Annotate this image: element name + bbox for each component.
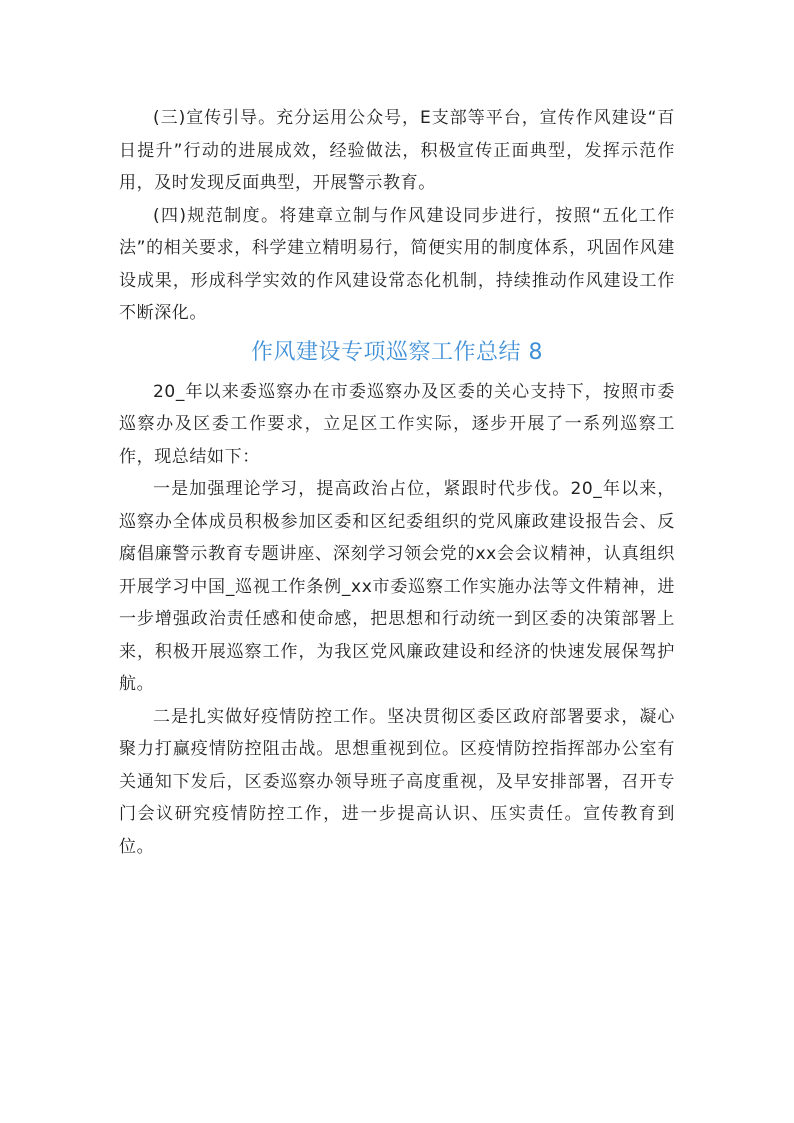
paragraph-theory-study: 一是加强理论学习，提高政治占位，紧跟时代步伐。20_年以来，巡察办全体成员积极参加区委和区纪委组织的党风廉政建设报告会、反腐倡廉警示教育专题讲座、深刻学习领会党的xx会会议精神，认真组织开展学习中国_巡视工作条例_xx市委巡察工作实施办法等文件精神，进一步增强政治责任感和使命感，把思想和行动统一到区委的决策部署上来，积极开展巡察工作，为我区党风廉政建设和经济的快速发展保驾护航。 bbox=[119, 479, 675, 694]
paragraph-epidemic-control: 二是扎实做好疫情防控工作。坚决贯彻区委区政府部署要求，凝心聚力打赢疫情防控阻击战。思想重视到位。区疫情防控指挥部办公室有关通知下发后，区委巡察办领导班子高度重视，及早安排部署，召开专门会议研究疫情防控工作，进一步提高认识、压实责任。宣传教育到位。 bbox=[119, 706, 675, 857]
paragraph-regulation: (四)规范制度。将建章立制与作风建设同步进行，按照“五化工作法”的相关要求，科学建立精明易行，简便实用的制度体系，巩固作风建设成果，形成科学实效的作风建设常态化机制，持续推动作风建设工作不断深化。 bbox=[119, 205, 675, 323]
paragraph-intro: 20_年以来委巡察办在市委巡察办及区委的关心支持下，按照市委巡察办及区委工作要求，立足区工作实际，逐步开展了一系列巡察工作，现总结如下： bbox=[119, 381, 675, 467]
document-body bbox=[119, 102, 675, 863]
paragraph-publicity: (三)宣传引导。充分运用公众号，E支部等平台，宣传作风建设“百日提升”行动的进展成效，经验做法，积极宣传正面典型，发挥示范作用，及时发现反面典型，开展警示教育。 bbox=[119, 108, 675, 193]
section-heading: 作风建设专项巡察工作总结 8 bbox=[251, 339, 543, 365]
